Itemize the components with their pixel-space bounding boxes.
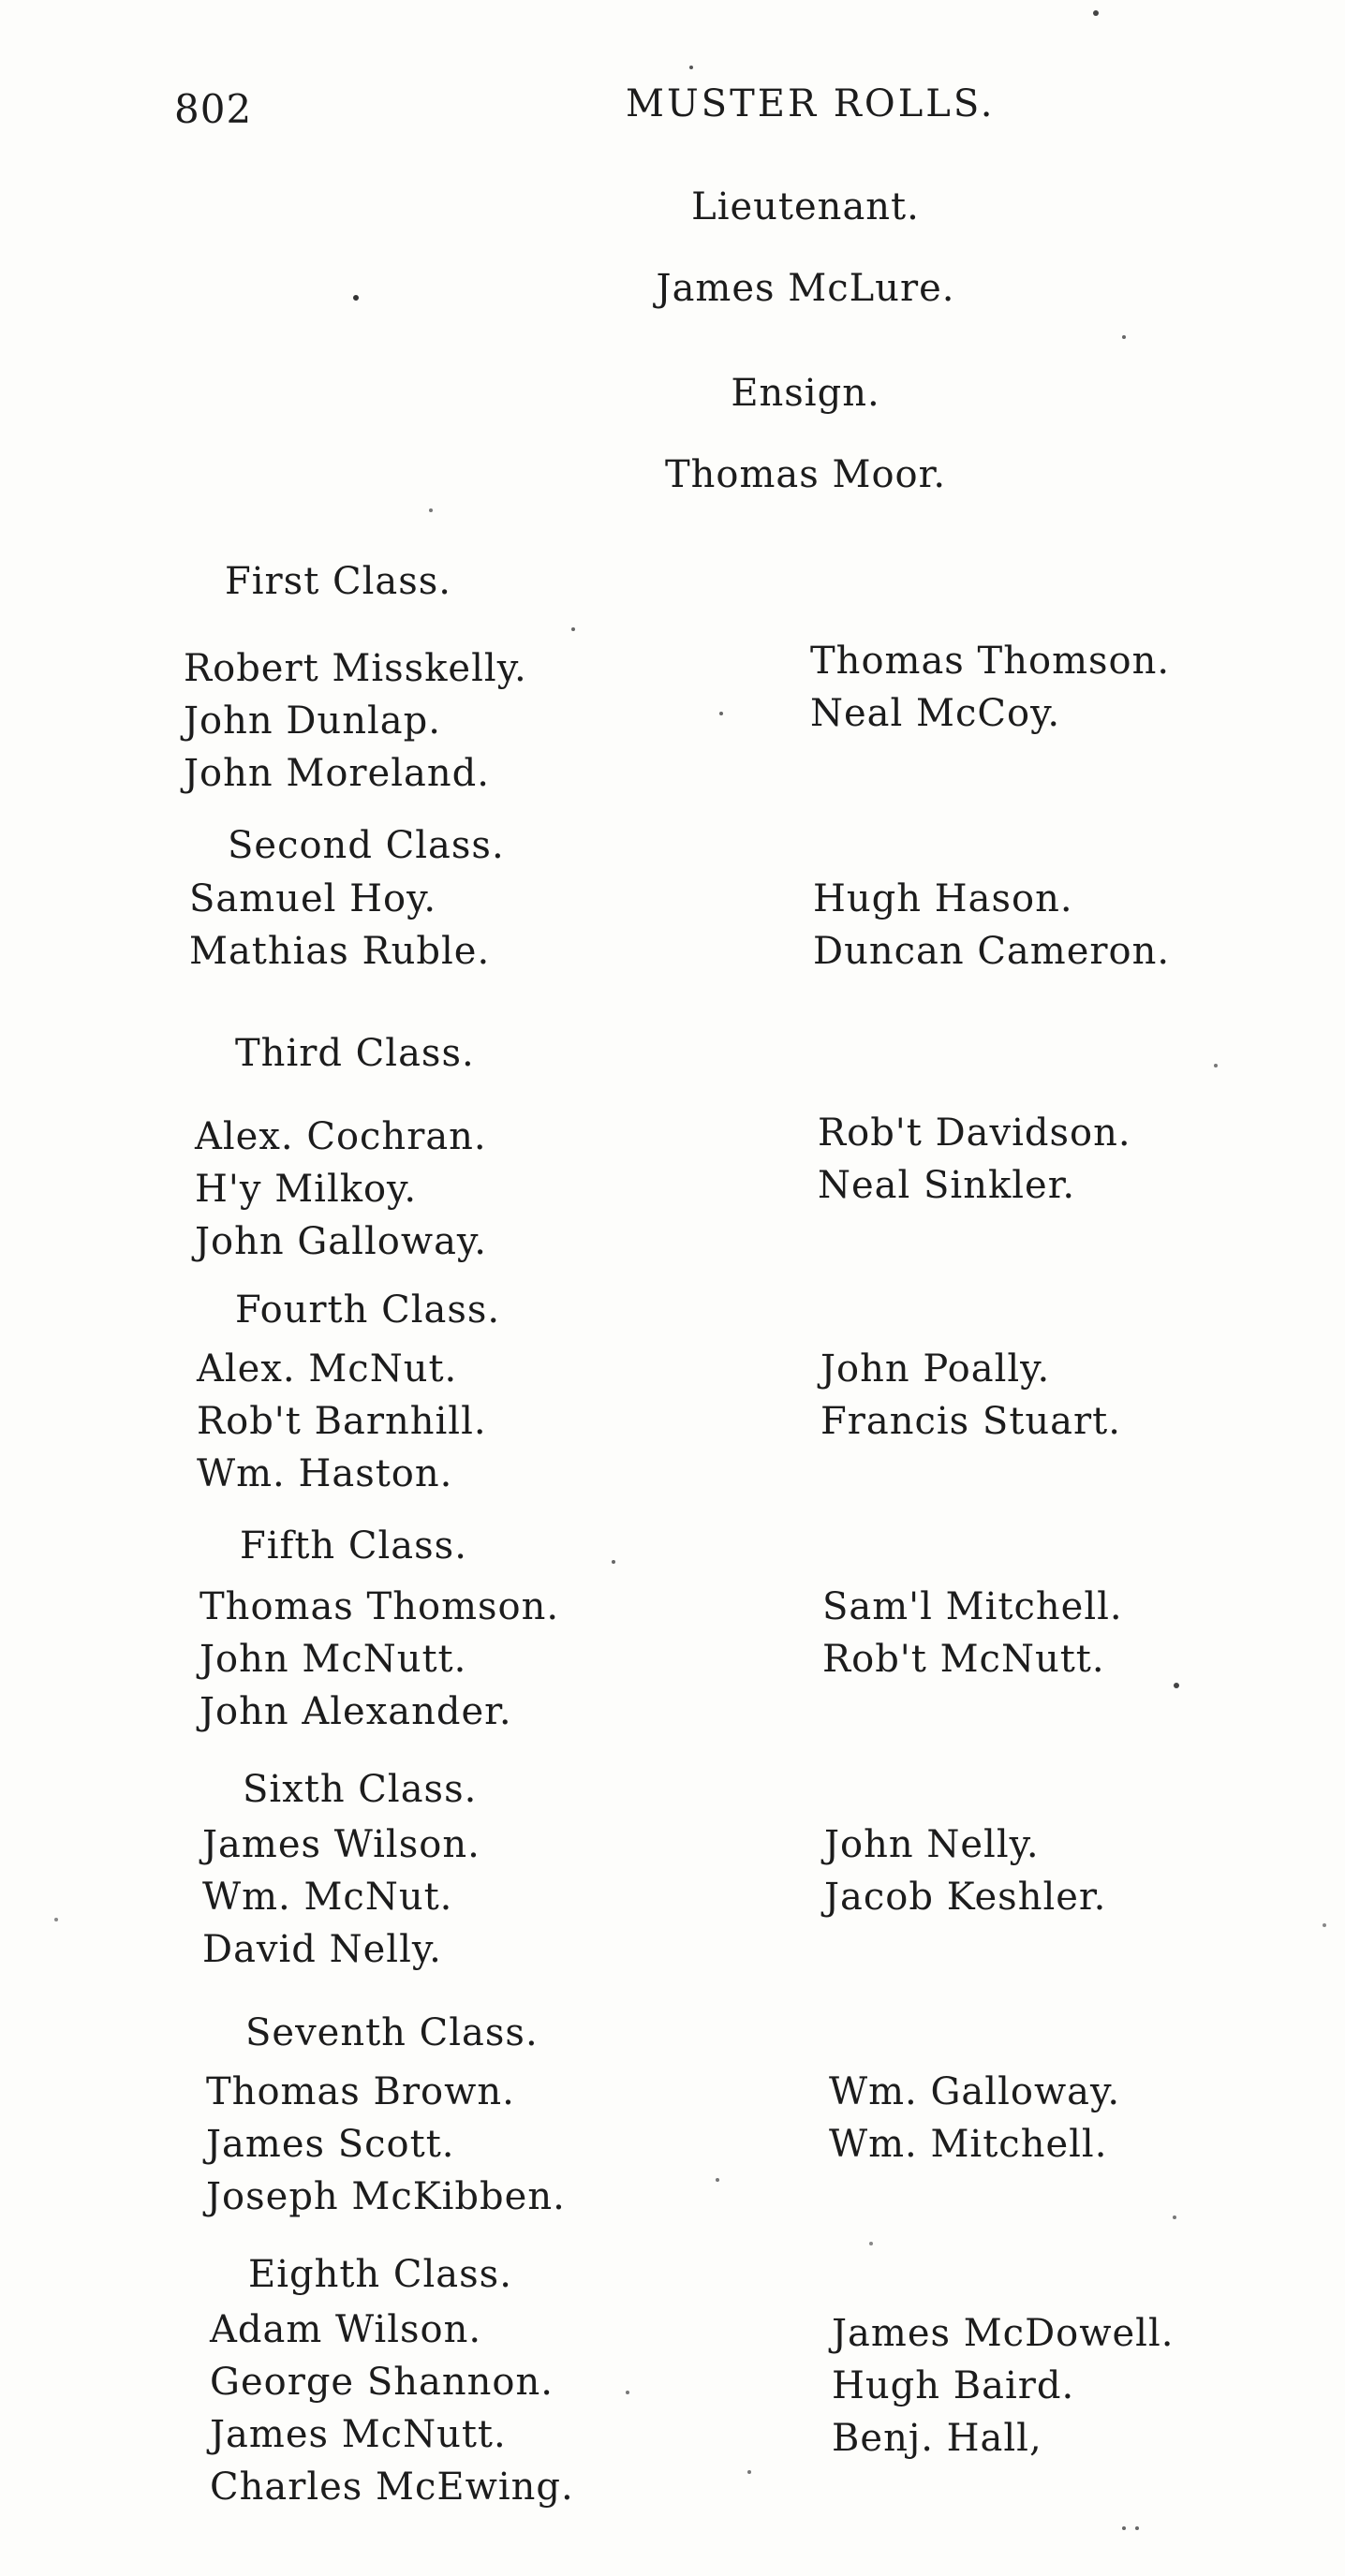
list-item: Wm. Haston.	[197, 1452, 453, 1495]
speck	[747, 2470, 751, 2474]
list-item: Rob't McNutt.	[822, 1638, 1105, 1681]
officer-name-ensign: Thomas Moor.	[664, 453, 947, 496]
speck	[869, 2242, 873, 2245]
list-item: Francis Stuart.	[820, 1400, 1121, 1443]
speck	[429, 508, 433, 512]
list-item: John Alexander.	[200, 1690, 512, 1733]
right-column	[832, 2307, 1174, 2465]
speck	[719, 712, 723, 715]
class-heading: Fourth Class.	[235, 1288, 501, 1332]
left-column	[206, 2066, 566, 2223]
list-item: Charles McEwing.	[210, 2466, 574, 2509]
list-item: Joseph McKibben.	[206, 2175, 566, 2218]
officer-name-lieutenant: James McLure.	[656, 267, 955, 310]
list-item: John Moreland.	[184, 752, 490, 795]
list-item: Jacob Keshler.	[824, 1876, 1107, 1919]
speck	[612, 1560, 615, 1564]
class-heading: First Class.	[225, 560, 451, 603]
speck	[54, 1918, 58, 1921]
left-column	[202, 1818, 480, 1976]
list-item: John Dunlap.	[184, 699, 441, 743]
list-item: John McNutt.	[200, 1638, 467, 1681]
speck	[1135, 2526, 1139, 2530]
right-column	[824, 1818, 1106, 1923]
list-item: Alex. Cochran.	[195, 1115, 487, 1158]
officer-rank-ensign: Ensign.	[731, 372, 880, 415]
running-title: MUSTER ROLLS.	[626, 82, 996, 125]
speck	[353, 295, 359, 301]
right-column	[820, 1343, 1121, 1448]
list-item: Adam Wilson.	[210, 2308, 482, 2351]
list-item: James Scott.	[206, 2123, 455, 2166]
speck	[716, 2178, 719, 2182]
left-column	[197, 1343, 487, 1500]
list-item: Wm. Mitchell.	[829, 2123, 1108, 2166]
list-item: John Nelly.	[824, 1823, 1040, 1866]
list-item: Rob't Davidson.	[818, 1111, 1131, 1155]
speck	[1174, 1683, 1179, 1688]
speck	[689, 66, 693, 69]
list-item: James Wilson.	[202, 1823, 480, 1866]
class-heading: Seventh Class.	[245, 2011, 539, 2054]
list-item: George Shannon.	[210, 2361, 554, 2404]
page-header	[0, 79, 1345, 135]
left-column	[184, 642, 527, 800]
class-heading: Second Class.	[228, 824, 505, 867]
list-item: James McNutt.	[210, 2413, 507, 2456]
speck	[1093, 10, 1099, 16]
list-item: Wm. Galloway.	[829, 2070, 1121, 2113]
list-item: Robert Misskelly.	[184, 647, 527, 690]
list-item: Wm. McNut.	[202, 1876, 453, 1919]
list-item: Mathias Ruble.	[189, 930, 491, 973]
list-item: James McDowell.	[832, 2312, 1175, 2355]
list-item: Neal Sinkler.	[818, 1164, 1076, 1207]
speck	[1214, 1064, 1218, 1067]
list-item: Rob't Barnhill.	[197, 1400, 487, 1443]
list-item: Benj. Hall,	[832, 2417, 1042, 2460]
speck	[1323, 1923, 1326, 1927]
right-column	[810, 635, 1170, 740]
speck	[626, 2391, 629, 2394]
list-item: Thomas Brown.	[206, 2070, 515, 2113]
list-item: H'y Milkoy.	[195, 1168, 418, 1211]
list-item: Thomas Thomson.	[200, 1585, 560, 1628]
list-item: Samuel Hoy.	[189, 877, 437, 920]
speck	[1173, 2215, 1176, 2219]
left-column	[210, 2304, 574, 2513]
class-heading: Eighth Class.	[248, 2253, 512, 2296]
class-heading: Third Class.	[235, 1032, 475, 1075]
right-column	[813, 873, 1170, 978]
left-column	[195, 1111, 487, 1268]
list-item: Alex. McNut.	[197, 1347, 458, 1391]
list-item: John Poally.	[820, 1347, 1051, 1391]
right-column	[822, 1581, 1123, 1685]
class-heading: Fifth Class.	[240, 1524, 467, 1568]
list-item: John Galloway.	[195, 1220, 487, 1263]
list-item: David Nelly.	[202, 1928, 442, 1971]
list-item: Neal McCoy.	[810, 692, 1061, 735]
officer-rank-lieutenant: Lieutenant.	[691, 185, 920, 228]
class-heading: Sixth Class.	[243, 1768, 478, 1811]
list-item: Hugh Baird.	[832, 2364, 1075, 2407]
page-number: 802	[174, 86, 253, 132]
list-item: Sam'l Mitchell.	[822, 1585, 1123, 1628]
list-item: Duncan Cameron.	[813, 930, 1171, 973]
list-item: Hugh Hason.	[813, 877, 1073, 920]
right-column	[818, 1107, 1131, 1212]
left-column	[200, 1581, 559, 1738]
left-column	[189, 873, 490, 978]
list-item: Thomas Thomson.	[810, 640, 1171, 683]
right-column	[829, 2066, 1120, 2171]
speck	[1122, 335, 1126, 339]
speck	[571, 627, 575, 631]
speck	[1122, 2526, 1126, 2530]
